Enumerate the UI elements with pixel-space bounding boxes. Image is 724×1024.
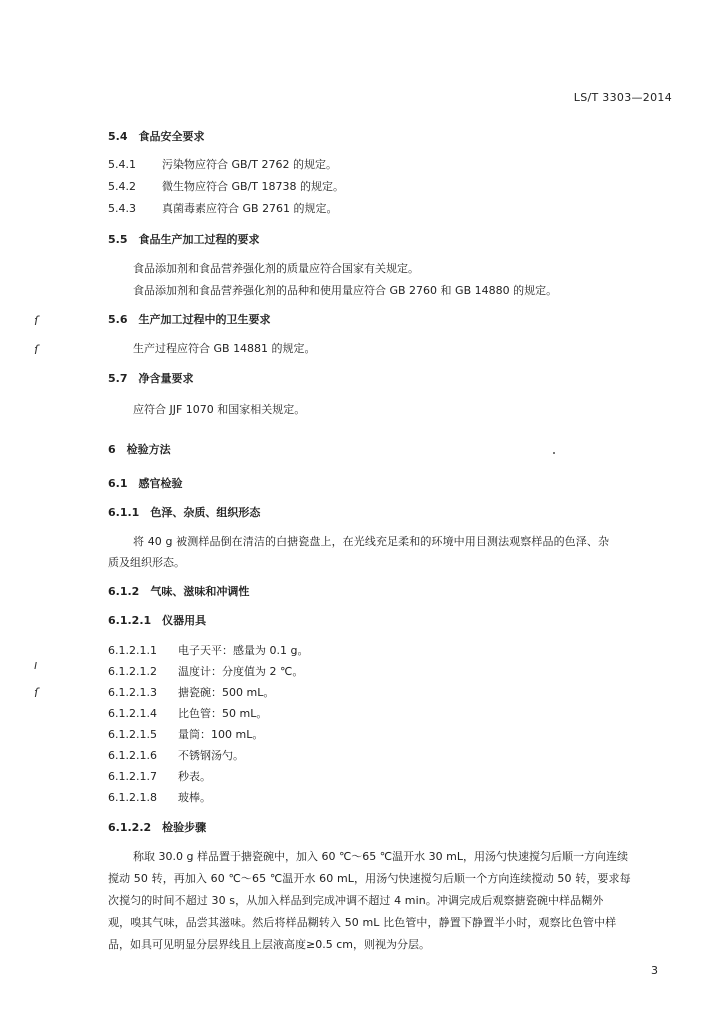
item-number: 6.1.2.1.1 <box>108 644 157 657</box>
paragraph-line: 称取 30.0 g 样品置于搪瓷碗中，加入 60 ℃～65 ℃温开水 30 mL，用汤勺快速搅匀后顺一方向连续 <box>133 850 628 863</box>
paragraph: 将 40 g 被测样品倒在清洁的白搪瓷盘上，在光线充足柔和的环境中用目测法观察样品的色泽、杂 <box>133 535 610 548</box>
paragraph: 食品添加剂和食品营养强化剂的质量应符合国家有关规定。 <box>133 262 419 275</box>
item-number: 6.1.2.1.7 <box>108 770 157 783</box>
item-number: 6.1.2.1.5 <box>108 728 157 741</box>
section-6-1-2-2-heading: 6.1.2.2 检验步骤 <box>108 821 207 834</box>
list-item <box>108 728 263 742</box>
section-6-heading: 6 检验方法 <box>108 443 171 456</box>
clause-number: 5.4.2 <box>108 180 136 193</box>
clause-text: 污染物应符合 GB/T 2762 的规定。 <box>162 158 337 171</box>
clause-number: 5.4.1 <box>108 158 136 171</box>
section-6-1-2-1-heading: 6.1.2.1 仪器用具 <box>108 614 207 627</box>
clause-text: 真菌毒素应符合 GB 2761 的规定。 <box>162 202 338 215</box>
item-text: 温度计：分度值为 2 ℃。 <box>178 665 304 678</box>
list-item <box>108 686 274 700</box>
speck <box>553 452 555 454</box>
list-item <box>108 770 211 784</box>
item-text: 玻棒。 <box>178 791 211 804</box>
paragraph-line: 次搅匀的时间不超过 30 s，从加入样品到完成冲调不超过 4 min。冲调完成后观察搪瓷碗中样品糊外 <box>108 894 604 907</box>
clause-5-4-2 <box>108 180 344 194</box>
item-text: 比色管：50 mL。 <box>178 707 268 720</box>
paragraph-line: 品，如具可见明显分层界线且上层液高度≥0.5 cm，则视为分层。 <box>108 938 430 951</box>
clause-5-4-1 <box>108 158 337 172</box>
list-item <box>108 665 303 679</box>
list-item <box>108 707 267 721</box>
item-number: 6.1.2.1.4 <box>108 707 157 720</box>
list-item <box>108 749 244 763</box>
paragraph: 质及组织形态。 <box>108 556 185 569</box>
binding-mark: ſ <box>34 686 39 700</box>
standard-number: LS/T 3303—2014 <box>573 91 672 104</box>
item-text: 搪瓷碗：500 mL。 <box>178 686 275 699</box>
section-5-7-heading: 5.7 净含量要求 <box>108 372 194 385</box>
binding-mark: ſ <box>34 343 39 357</box>
clause-number: 5.4.3 <box>108 202 136 215</box>
item-number: 6.1.2.1.6 <box>108 749 157 762</box>
paragraph: 生产过程应符合 GB 14881 的规定。 <box>133 342 316 355</box>
item-text: 量筒：100 mL。 <box>178 728 264 741</box>
clause-5-4-3 <box>108 202 338 216</box>
section-5-6-heading: 5.6 生产加工过程中的卫生要求 <box>108 313 271 326</box>
section-6-1-1-heading: 6.1.1 色泽、杂质、组织形态 <box>108 506 261 519</box>
paragraph-line: 观，嗅其气味，品尝其滋味。然后将样品糊转入 50 mL 比色管中，静置下静置半小时，观察比色管中样 <box>108 916 617 929</box>
section-6-1-2-heading: 6.1.2 气味、滋味和冲调性 <box>108 585 250 598</box>
item-number: 6.1.2.1.2 <box>108 665 157 678</box>
item-text: 不锈钢汤勺。 <box>178 749 244 762</box>
page-number: 3 <box>651 964 658 977</box>
item-number: 6.1.2.1.3 <box>108 686 157 699</box>
list-item <box>108 644 308 658</box>
section-5-5-heading: 5.5 食品生产加工过程的要求 <box>108 233 260 246</box>
paragraph: 食品添加剂和食品营养强化剂的品种和使用量应符合 GB 2760 和 GB 14880 的规定。 <box>133 284 558 297</box>
section-6-1-heading: 6.1 感官检验 <box>108 477 183 490</box>
binding-mark: ſ <box>34 314 39 328</box>
clause-text: 微生物应符合 GB/T 18738 的规定。 <box>162 180 344 193</box>
item-number: 6.1.2.1.8 <box>108 791 157 804</box>
section-5-4-heading: 5.4 食品安全要求 <box>108 130 205 143</box>
binding-mark: ı <box>34 658 38 672</box>
paragraph: 应符合 JJF 1070 和国家相关规定。 <box>133 403 306 416</box>
item-text: 秒表。 <box>178 770 211 783</box>
item-text: 电子天平：感量为 0.1 g。 <box>178 644 309 657</box>
paragraph-line: 搅动 50 转，再加入 60 ℃～65 ℃温开水 60 mL，用汤勺快速搅匀后顺一个方向连续搅动 50 转，要求每 <box>108 872 631 885</box>
list-item <box>108 791 211 805</box>
